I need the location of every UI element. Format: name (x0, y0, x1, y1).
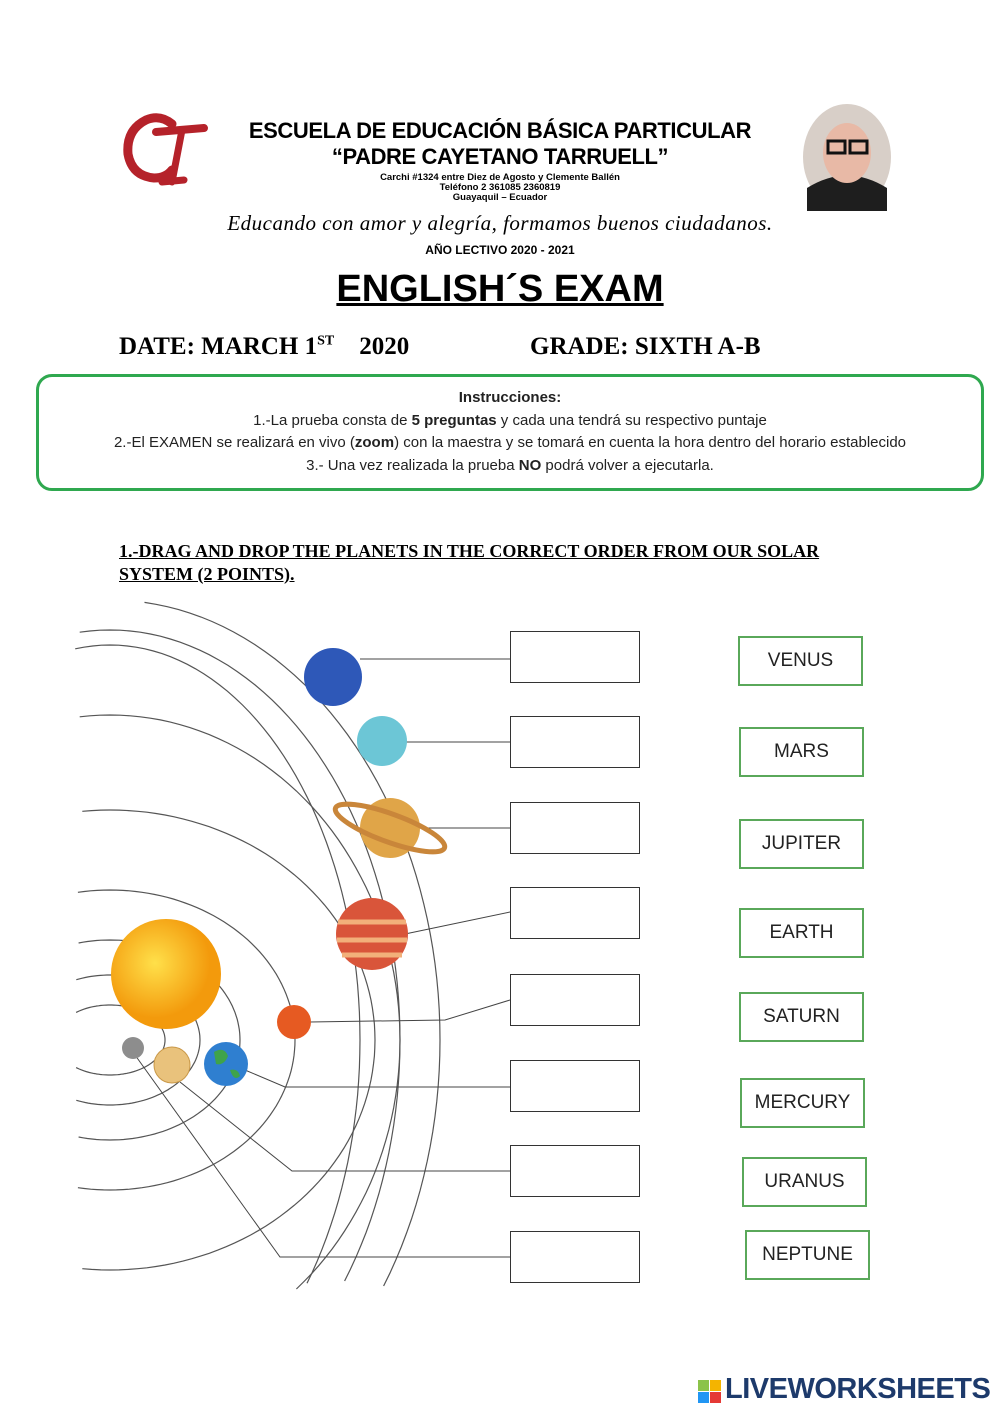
text: 5 preguntas (411, 411, 497, 429)
drag-word-earth[interactable]: EARTH (739, 908, 864, 958)
planet-neptune (304, 648, 362, 706)
orbit-6 (296, 1040, 400, 1289)
instruction-2 (39, 432, 981, 455)
planet-earth (204, 1042, 248, 1086)
orbit-8 (345, 1040, 400, 1281)
text: 1.-La prueba consta de (253, 411, 412, 429)
date-suffix: ST (317, 333, 335, 349)
drop-box-6[interactable] (510, 1060, 640, 1112)
instructions-box (36, 374, 984, 491)
planet-mercury (122, 1037, 144, 1059)
orbit-1 (76, 1040, 165, 1075)
drag-word-neptune[interactable]: NEPTUNE (745, 1230, 870, 1280)
drop-box-4[interactable] (510, 887, 640, 939)
school-motto: Educando con amor y alegría, formamos buenos ciudadanos. (227, 211, 773, 235)
planet-uranus (357, 716, 407, 766)
instruction-1 (39, 410, 981, 433)
exam-title: ENGLISH´S EXAM (336, 268, 664, 310)
grade: GRADE: SIXTH A-B (530, 333, 761, 360)
founder-portrait (802, 103, 892, 211)
text: podrá volver a ejecutarla. (541, 456, 714, 474)
text: ) con la maestra y se tomará en cuenta la hora dentro del horario establecido (394, 434, 907, 451)
drop-box-2[interactable] (510, 716, 640, 768)
drag-word-venus[interactable]: VENUS (738, 636, 863, 686)
drop-box-3[interactable] (510, 802, 640, 854)
drop-box-8[interactable] (510, 1231, 640, 1283)
drop-box-7[interactable] (510, 1145, 640, 1197)
text: NO (518, 456, 542, 474)
liveworksheets-logo-icon (698, 1380, 722, 1404)
drag-word-mercury[interactable]: MERCURY (740, 1078, 865, 1128)
phone-line: Teléfono 2 361085 2360819 (439, 182, 561, 193)
drop-box-1[interactable] (510, 631, 640, 683)
drag-word-mars[interactable]: MARS (739, 727, 864, 777)
address-line: Carchi #1324 entre Diez de Agosto y Clemente Ballén (380, 172, 620, 183)
drag-word-saturn[interactable]: SATURN (739, 992, 864, 1042)
date-label: DATE: MARCH 1 (119, 333, 318, 360)
planet-venus (154, 1047, 190, 1083)
date-year: 2020 (359, 333, 410, 360)
school-name-line1: ESCUELA DE EDUCACIÓN BÁSICA PARTICULAR (248, 118, 752, 143)
text: y cada una tendrá su respectivo puntaje (496, 411, 767, 429)
planet-jupiter (336, 898, 408, 970)
liveworksheets-brand: LIVEWORKSHEETS (725, 1373, 991, 1405)
orbit-9 (384, 1040, 440, 1286)
school-year: AÑO LECTIVO 2020 - 2021 (425, 243, 575, 257)
instruction-3 (39, 455, 981, 478)
drop-box-5[interactable] (510, 974, 640, 1026)
sun (111, 919, 221, 1029)
school-name-line2: “PADRE CAYETANO TARRUELL” (331, 144, 669, 169)
drag-word-uranus[interactable]: URANUS (742, 1157, 867, 1207)
city-line: Guayaquil – Ecuador (452, 192, 548, 203)
exam-date (119, 332, 409, 362)
instructions-title: Instrucciones: (458, 389, 562, 406)
question-1: 1.-DRAG AND DROP THE PLANETS IN THE CORRECT ORDER FROM OUR SOLAR SYSTEM (2 POINTS). (119, 541, 820, 584)
text: 2.-El EXAMEN se realizará en vivo ( (113, 434, 355, 451)
text: zoom (354, 434, 395, 451)
planet-mars (277, 1005, 311, 1039)
text: 3.- Una vez realizada la prueba (306, 456, 519, 474)
drag-word-jupiter[interactable]: JUPITER (739, 819, 864, 869)
